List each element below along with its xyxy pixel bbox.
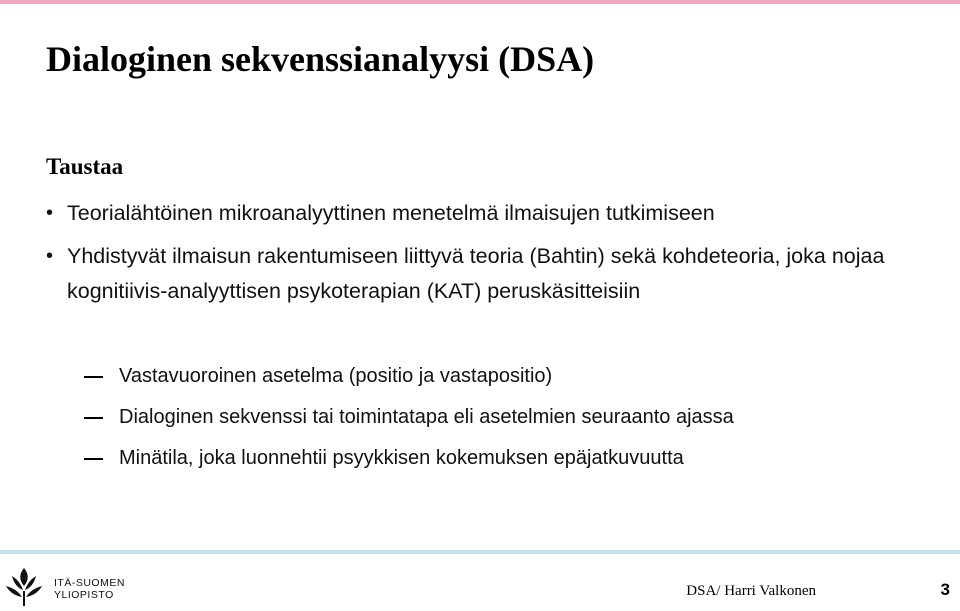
sub-bullet-list — [84, 361, 944, 484]
bullet-item — [46, 196, 936, 231]
section-heading: Taustaa — [46, 154, 124, 179]
page-number: 3 — [940, 580, 950, 599]
logo-line-2: YLIOPISTO — [54, 589, 114, 601]
bottom-accent-rule — [0, 550, 960, 554]
bullet-dot-icon: • — [46, 202, 54, 224]
bullet-dot-icon: • — [46, 245, 54, 267]
dash-icon — [84, 376, 103, 378]
sub-bullet-text: Minätila, joka luonnehtii psyykkisen kokemuksen epäjatkuvuutta — [119, 447, 684, 469]
sub-bullet-text: Dialoginen sekvenssi tai toimintatapa eli asetelmien seuraanto ajassa — [119, 406, 734, 428]
bullet-item — [46, 239, 936, 309]
sub-bullet-item — [84, 402, 944, 443]
logo-line-1: ITÄ-SUOMEN — [54, 577, 125, 589]
sub-bullet-item — [84, 443, 944, 484]
logo-wordmark — [54, 577, 125, 601]
slide-title: Dialoginen sekvenssianalyysi (DSA) — [46, 39, 595, 79]
footer-author: DSA/ Harri Valkonen — [686, 583, 816, 599]
sub-bullet-text: Vastavuoroinen asetelma (positio ja vastapositio) — [119, 365, 553, 387]
dash-icon — [84, 458, 103, 460]
bullet-list — [46, 196, 936, 309]
bullet-text: Yhdistyvät ilmaisun rakentumiseen liittyvä teoria (Bahtin) sekä kohdeteoria, joka nojaa kognitiivis-analyyttisen psykoterapian (KAT) peruskäsitteisiin — [67, 244, 885, 303]
dash-icon — [84, 417, 103, 419]
bullet-text: Teorialähtöinen mikroanalyyttinen menetelmä ilmaisujen tutkimiseen — [67, 201, 715, 225]
top-accent-rule — [0, 0, 960, 4]
sub-bullet-item — [84, 361, 944, 402]
